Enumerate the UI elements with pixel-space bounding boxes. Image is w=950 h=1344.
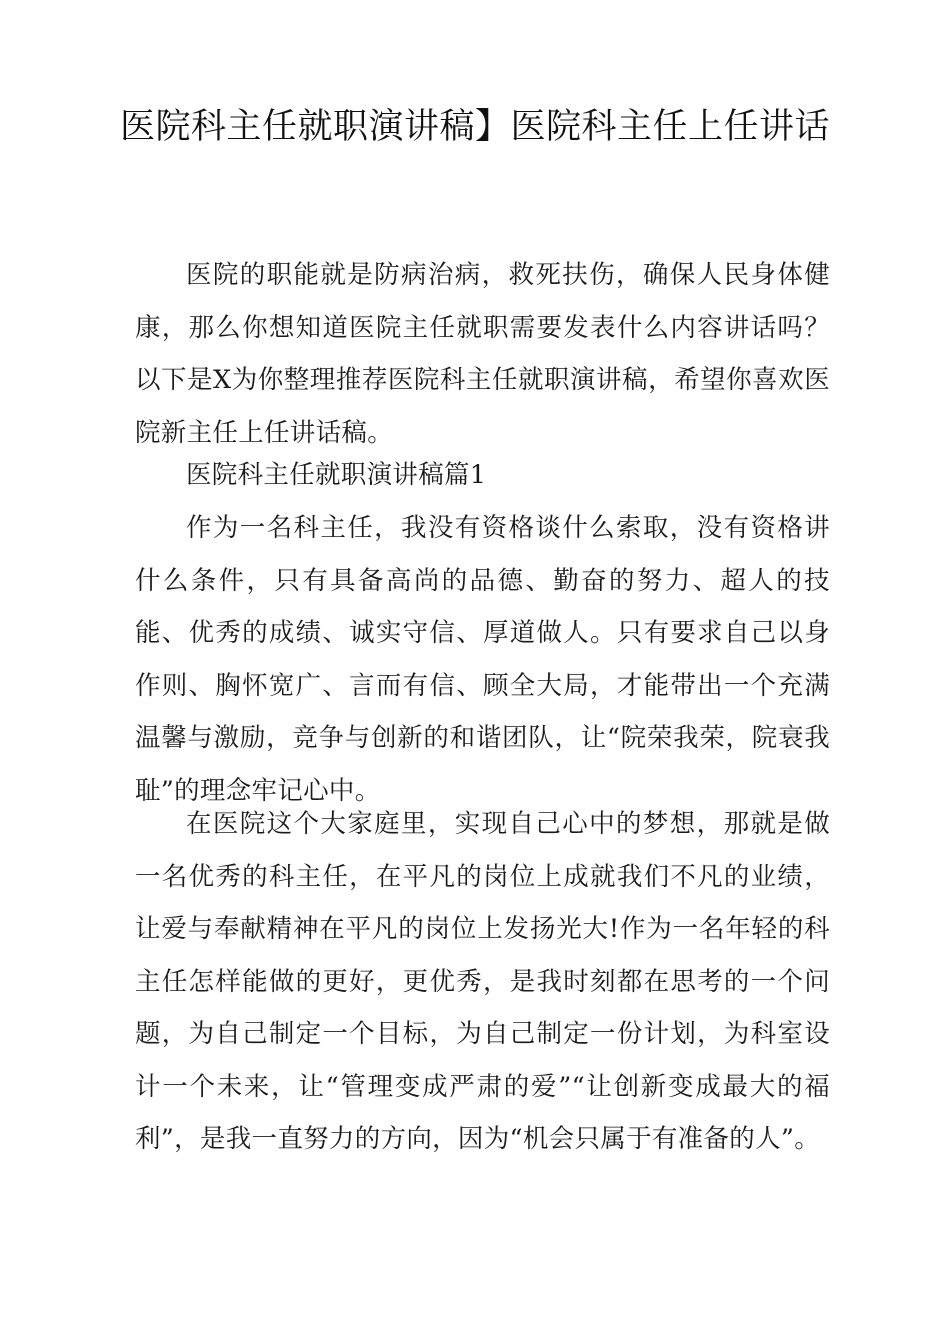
paragraph-text: 作为一名科主任，我没有资格谈什么索取，没有资格讲什么条件，只有具备高尚的品德、勤奋的努力、超人的技能、优秀的成绩、诚实守信、厚道做人。只有要求自己以身作则、胸怀宽广、言而有信、顾全大局，才能带出一个充满温馨与激励，竞争与创新的和谐团队，让“院荣我荣，院衰我耻”的理念牢记心中。 — [135, 513, 830, 806]
paragraph-text: 医院的职能就是防病治病，救死扶伤，确保人民身体健康，那么你想知道医院主任就职需要发表什么内容讲话吗？以下是X为你整理推荐医院科主任就职演讲稿，希望你喜欢医院新主任上任讲话稿。 — [135, 260, 830, 448]
paragraph-dream — [135, 798, 830, 1166]
section-heading — [135, 449, 830, 502]
paragraph-intro — [135, 249, 830, 459]
paragraph-text: 在医院这个大家庭里，实现自己心中的梦想，那就是做一名优秀的科主任，在平凡的岗位上成就我们不凡的业绩，让爱与奉献精神在平凡的岗位上发扬光大!作为一名年轻的科主任怎样能做的更好，更优秀，是我时刻都在思考的一个问题，为自己制定一个目标，为自己制定一份计划，为科室设计一个未来，让“管理变成严肃的爱”“让创新变成最大的福利”，是我一直努力的方向，因为“机会只属于有准备的人”。 — [135, 809, 830, 1154]
paragraph-duty — [135, 502, 830, 817]
document-title: 医院科主任就职演讲稿】医院科主任上任讲话 — [120, 107, 831, 147]
section-heading-text: 医院科主任就职演讲稿篇1 — [186, 460, 487, 490]
